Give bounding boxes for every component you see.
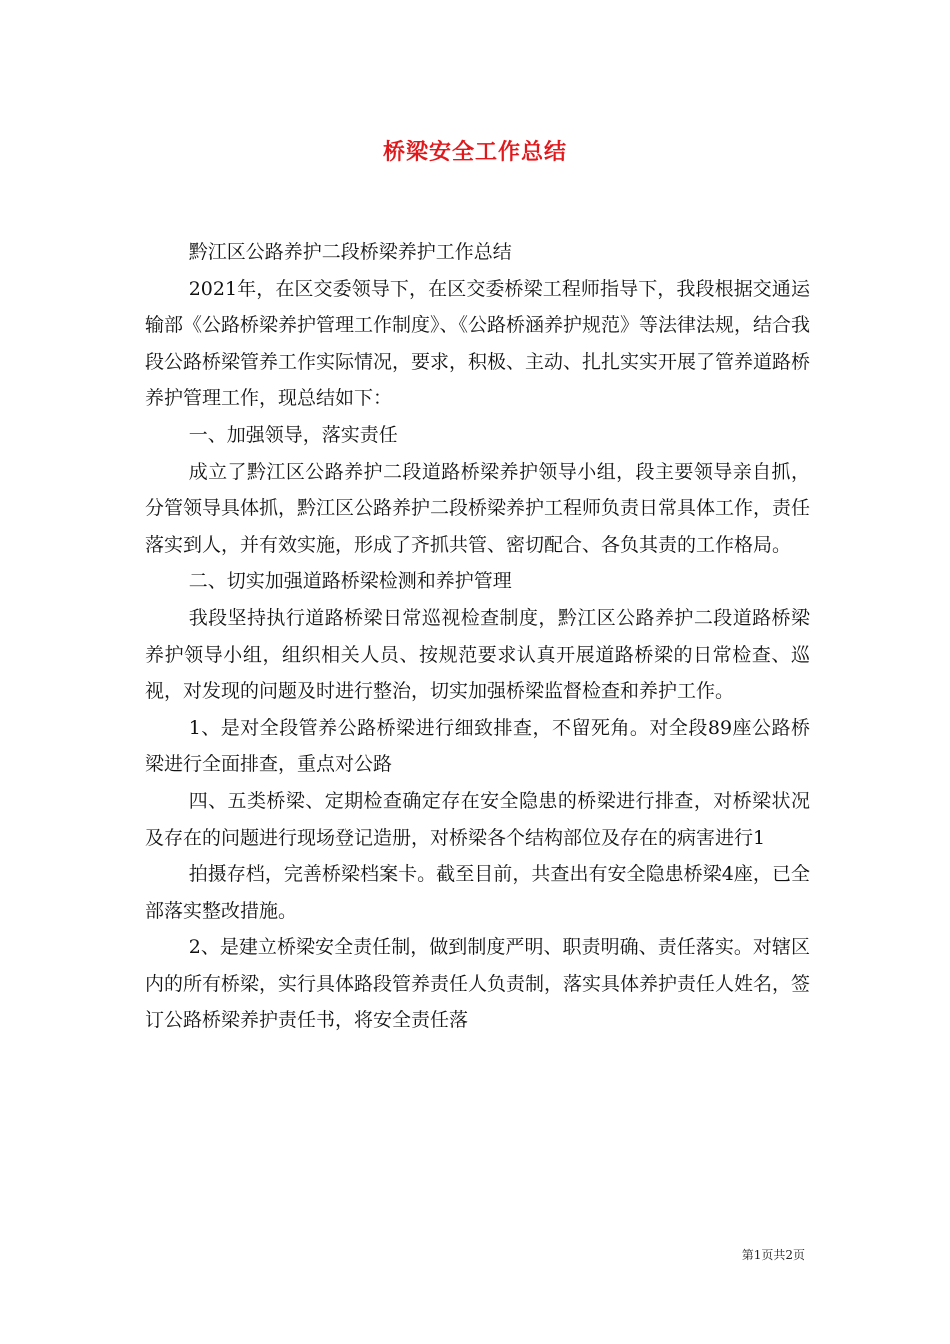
document-body (145, 234, 810, 1039)
section-heading-1: 一、加强领导，落实责任 (188, 423, 398, 446)
paragraph-item-2: 2、是建立桥梁安全责任制，做到制度严明、职责明确、责任落实。对辖区内的所有桥梁，实行具体路段管养责任人负责制，落实具体养护责任人姓名，签订公路桥梁养护责任书，将安全责任落 (145, 936, 811, 1032)
paragraph-intro: 2021年，在区交委领导下，在区交委桥梁工程师指导下，我段根据交通运输部《公路桥梁养护管理工作制度》、《公路桥涵养护规范》等法律法规，结合我段公路桥梁管养工作实际情况，要求，积极、主动、扎扎实实开展了管养道路桥养护管理工作，现总结如下： (145, 277, 811, 410)
paragraph-leadership: 成立了黔江区公路养护二段道路桥梁养护领导小组，段主要领导亲自抓，分管领导具体抓，黔江区公路养护二段桥梁养护工程师负责日常具体工作，责任落实到人，并有效实施，形成了齐抓共管、密切配合、各负其责的工作格局。 (145, 460, 811, 556)
page-number: 第1页共2页 (741, 1248, 805, 1262)
paragraph-archive: 拍摄存档，完善桥梁档案卡。截至目前，共查出有安全隐患桥梁4座，已全部落实整改措施。 (145, 863, 810, 922)
paragraph-item-1: 1、是对全段管养公路桥梁进行细致排查，不留死角。对全段89座公路桥梁进行全面排查，重点对公路 (145, 716, 810, 776)
paragraph-inspection: 我段坚持执行道路桥梁日常巡视检查制度，黔江区公路养护二段道路桥梁养护领导小组，组织相关人员、按规范要求认真开展道路桥梁的日常检查、巡视，对发现的问题及时进行整治，切实加强桥梁监督检查和养护工作。 (145, 606, 810, 703)
document-title: 桥梁安全工作总结 (382, 139, 567, 165)
paragraph-subtitle: 黔江区公路养护二段桥梁养护工作总结 (188, 241, 512, 263)
paragraph-bridge-class: 四、五类桥梁、定期检查确定存在安全隐患的桥梁进行排查，对桥梁状况及存在的问题进行现场登记造册，对桥梁各个结构部位及存在的病害进行1 (145, 789, 810, 849)
section-heading-2: 二、切实加强道路桥梁检测和养护管理 (188, 570, 512, 593)
